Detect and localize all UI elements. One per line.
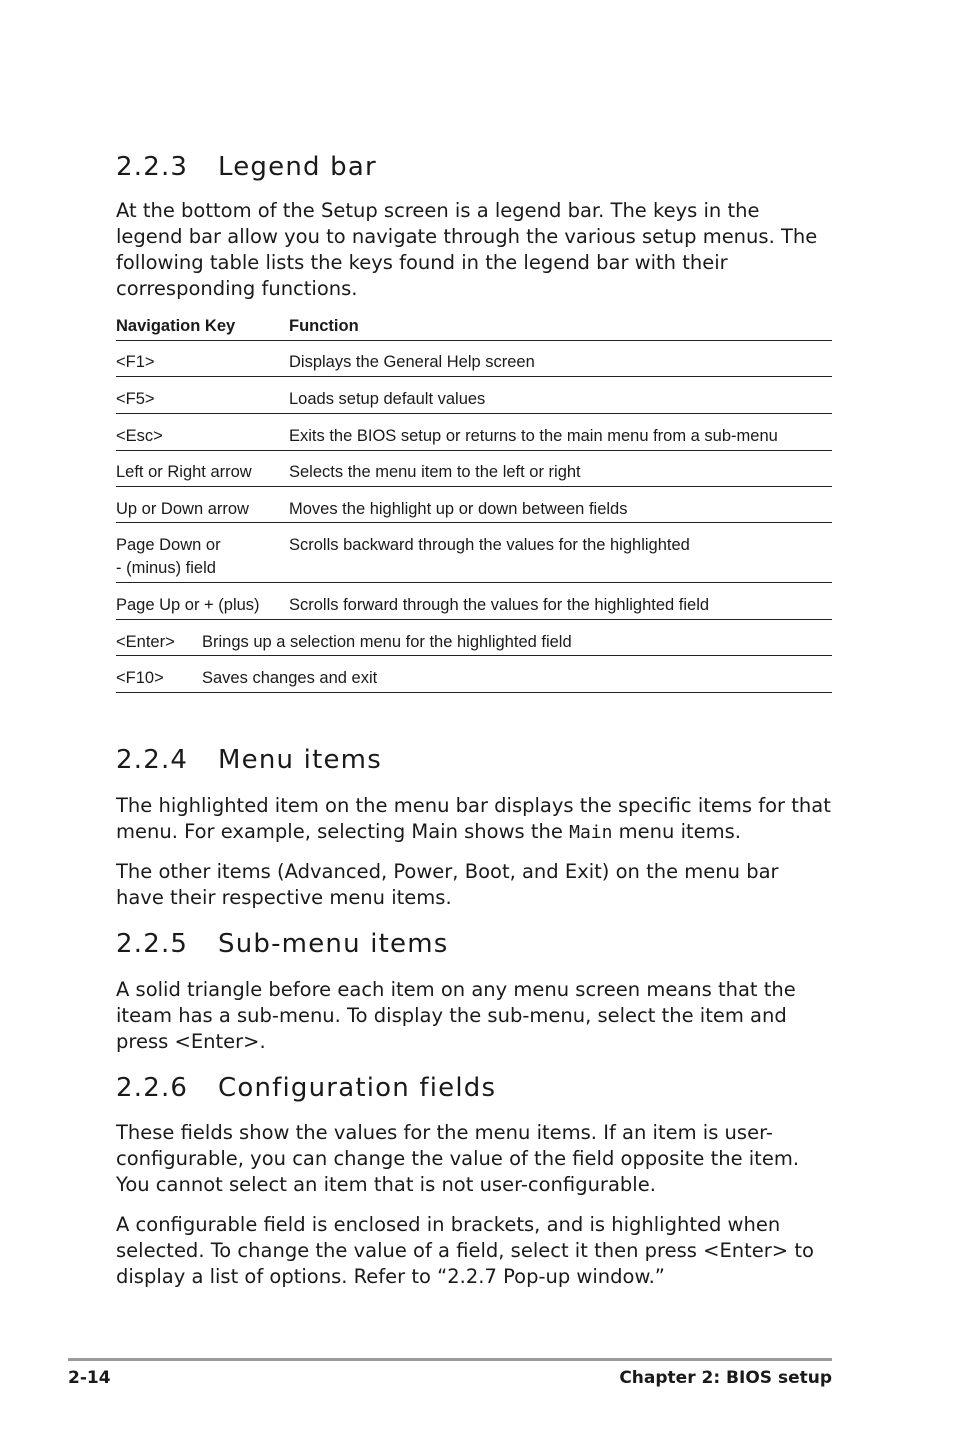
table-cell-function: Brings up a selection menu for the highlighted field [202, 633, 572, 651]
section-number: 2.2.4 [116, 745, 189, 775]
table-cell-key: Left or Right arrow [116, 463, 252, 481]
table-cell-function: Scrolls forward through the values for the highlighted field [289, 596, 710, 614]
table-cell-key-line: - (minus) field [116, 559, 216, 577]
table-row [116, 657, 832, 693]
legend-bar-paragraph: At the bottom of the Setup screen is a legend bar. The keys in the legend bar allow you to navigate through the various setup menus. The following table lists the keys found in the legend bar with their corresponding functions. [116, 199, 818, 300]
page-number: 2-14 [68, 1368, 111, 1388]
section-title: Menu items [218, 745, 382, 775]
table-cell-key: <F10> [116, 669, 164, 687]
table-cell-key [116, 534, 221, 580]
table-header-row [116, 316, 832, 341]
table-cell-function: Displays the General Help screen [289, 353, 535, 371]
table-row [116, 415, 832, 451]
section-heading-configuration-fields [116, 1073, 496, 1103]
table-cell-function: Saves changes and exit [202, 669, 378, 687]
table-cell-function: Loads setup default values [289, 390, 486, 408]
table-cell-function: Exits the BIOS setup or returns to the main menu from a sub-menu [289, 427, 778, 445]
section-title: Legend bar [218, 152, 377, 182]
text-run: The highlighted item on the menu bar displays the specific items for that menu. For example, selecting Main shows the [116, 794, 831, 843]
configuration-fields-paragraph-2: A configurable field is enclosed in brackets, and is highlighted when selected. To change the value of a field, select it then press <Enter> to display a list of options. Refer to “2.2.7 Pop-up window.” [116, 1213, 814, 1288]
menu-items-paragraph-2: The other items (Advanced, Power, Boot, and Exit) on the menu bar have their respective menu items. [116, 860, 779, 909]
menu-items-paragraph-1 [116, 793, 832, 846]
table-cell-function: Moves the highlight up or down between fields [289, 500, 628, 518]
table-cell-key-line: Page Down or [116, 536, 221, 554]
table-cell-key: <F5> [116, 390, 155, 408]
section-heading-legend-bar [116, 152, 377, 182]
section-heading-sub-menu-items [116, 929, 449, 959]
text-run: menu items. [612, 820, 741, 843]
section-number: 2.2.3 [116, 152, 189, 182]
section-number: 2.2.5 [116, 929, 189, 959]
footer-divider [68, 1358, 832, 1361]
section-title: Configuration fields [218, 1073, 497, 1103]
section-heading-menu-items [116, 745, 382, 775]
table-row [116, 451, 832, 487]
table-row [116, 584, 832, 620]
table-cell-key: <Enter> [116, 633, 175, 651]
table-cell-key: <Esc> [116, 427, 163, 445]
table-row [116, 378, 832, 414]
table-cell-key: Up or Down arrow [116, 500, 249, 518]
configuration-fields-paragraph-1: These fields show the values for the menu items. If an item is user-configurable, you can change the value of the field opposite the item. You cannot select an item that is not user-configurable. [116, 1121, 800, 1196]
table-cell-key: Page Up or + (plus) [116, 596, 260, 614]
chapter-title: Chapter 2: BIOS setup [619, 1368, 832, 1388]
table-row [116, 341, 832, 377]
table-header-key: Navigation Key [116, 317, 236, 335]
table-row [116, 488, 832, 523]
table-row [116, 524, 832, 583]
section-number: 2.2.6 [116, 1073, 189, 1103]
table-row [116, 621, 832, 656]
table-cell-function: Scrolls backward through the values for the highlighted [289, 536, 690, 554]
table-cell-key: <F1> [116, 353, 155, 371]
sub-menu-items-paragraph: A solid triangle before each item on any menu screen means that the iteam has a sub-menu. To display the sub-menu, select the item and press <Enter>. [116, 978, 796, 1053]
table-cell-function: Selects the menu item to the left or right [289, 463, 581, 481]
table-header-function: Function [289, 317, 359, 335]
code-text-main: Main [569, 822, 613, 843]
section-title: Sub-menu items [218, 929, 449, 959]
